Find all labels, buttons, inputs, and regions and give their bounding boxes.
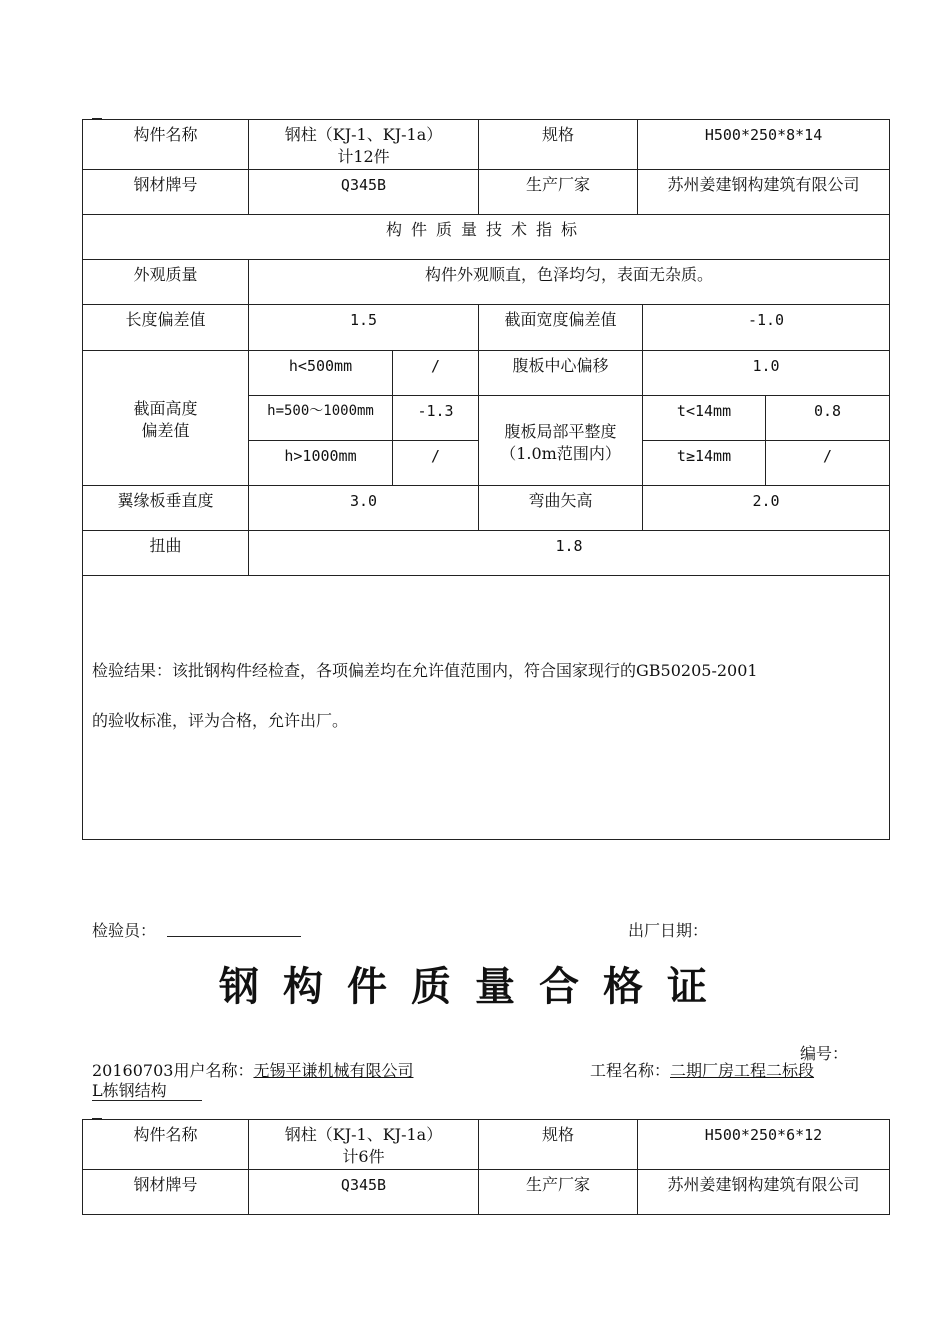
- height-cond-2: h=500～1000mm: [249, 396, 393, 441]
- project-name: 二期厂房工程二标段: [670, 1061, 815, 1080]
- height-val-3: /: [393, 441, 479, 486]
- quality-table-bottom: [82, 1119, 890, 1215]
- flatness-cond-1: t<14mm: [643, 396, 766, 441]
- ship-date-label: 出厂日期：: [628, 921, 709, 940]
- steel-grade-value: Q345B: [249, 170, 479, 215]
- result-cell: [83, 576, 890, 840]
- certificate-title: 钢构件质量合格证: [219, 964, 731, 1010]
- web-offset-label: 腹板中心偏移: [479, 351, 643, 396]
- flange-verticality-label: 翼缘板垂直度: [83, 486, 249, 531]
- appearance-value: 构件外观顺直，色泽均匀，表面无杂质。: [249, 260, 890, 305]
- spec-value: H500*250*8*14: [638, 120, 890, 170]
- web-flatness-label: 腹板局部平整度 （1.0m范围内）: [479, 396, 643, 486]
- flange-verticality-value: 3.0: [249, 486, 479, 531]
- height-cond-1: h<500mm: [249, 351, 393, 396]
- height-val-2: -1.3: [393, 396, 479, 441]
- bottom-component-name-label: 构件名称: [83, 1120, 249, 1170]
- height-val-1: /: [393, 351, 479, 396]
- user-suffix: L栋钢结构: [92, 1081, 167, 1100]
- bottom-steel-grade-label: 钢材牌号: [83, 1170, 249, 1215]
- camber-value: 2.0: [643, 486, 890, 531]
- bottom-manufacturer-value: 苏州姜建钢构建筑有限公司: [638, 1170, 890, 1215]
- bottom-component-name-value: 钢柱（KJ-1、KJ-1a） 计6件: [249, 1120, 479, 1170]
- bottom-steel-grade-value: Q345B: [249, 1170, 479, 1215]
- component-name-value: 钢柱（KJ-1、KJ-1a） 计12件: [249, 120, 479, 170]
- twist-label: 扭曲: [83, 531, 249, 576]
- inspector-signature-line: [167, 936, 301, 937]
- flatness-cond-2: t≥14mm: [643, 441, 766, 486]
- twist-value: 1.8: [249, 531, 890, 576]
- result-line-2: 的验收标准，评为合格，允许出厂。: [92, 711, 349, 730]
- appearance-label: 外观质量: [83, 260, 249, 305]
- manufacturer-value: 苏州姜建钢构建筑有限公司: [638, 170, 890, 215]
- flatness-val-1: 0.8: [766, 396, 890, 441]
- inspector-label: 检验员：: [92, 921, 157, 940]
- camber-label: 弯曲矢高: [479, 486, 643, 531]
- bottom-spec-label: 规格: [479, 1120, 638, 1170]
- bottom-manufacturer-label: 生产厂家: [479, 1170, 638, 1215]
- result-line-1: 检验结果：该批钢构件经检查，各项偏差均在允许值范围内，符合国家现行的GB50205-2001: [92, 661, 758, 680]
- length-deviation-value: 1.5: [249, 305, 479, 351]
- height-cond-3: h>1000mm: [249, 441, 393, 486]
- user-name: 无锡平谦机械有限公司: [253, 1061, 414, 1080]
- section-header: 构件质量技术指标: [83, 215, 890, 260]
- length-deviation-label: 长度偏差值: [83, 305, 249, 351]
- flatness-val-2: /: [766, 441, 890, 486]
- manufacturer-label: 生产厂家: [479, 170, 638, 215]
- user-prefix: 20160703用户名称：: [92, 1061, 254, 1080]
- width-deviation-label: 截面宽度偏差值: [479, 305, 643, 351]
- width-deviation-value: -1.0: [643, 305, 890, 351]
- project-label: 工程名称：: [590, 1061, 671, 1080]
- user-underline: [92, 1100, 202, 1101]
- bottom-spec-value: H500*250*6*12: [638, 1120, 890, 1170]
- number-label: 编号：: [800, 1044, 849, 1063]
- project-line: [590, 1061, 814, 1081]
- height-deviation-label: 截面高度 偏差值: [83, 351, 249, 486]
- component-name-label: 构件名称: [83, 120, 249, 170]
- user-line: [92, 1061, 413, 1081]
- spec-label: 规格: [479, 120, 638, 170]
- steel-grade-label: 钢材牌号: [83, 170, 249, 215]
- web-offset-value: 1.0: [643, 351, 890, 396]
